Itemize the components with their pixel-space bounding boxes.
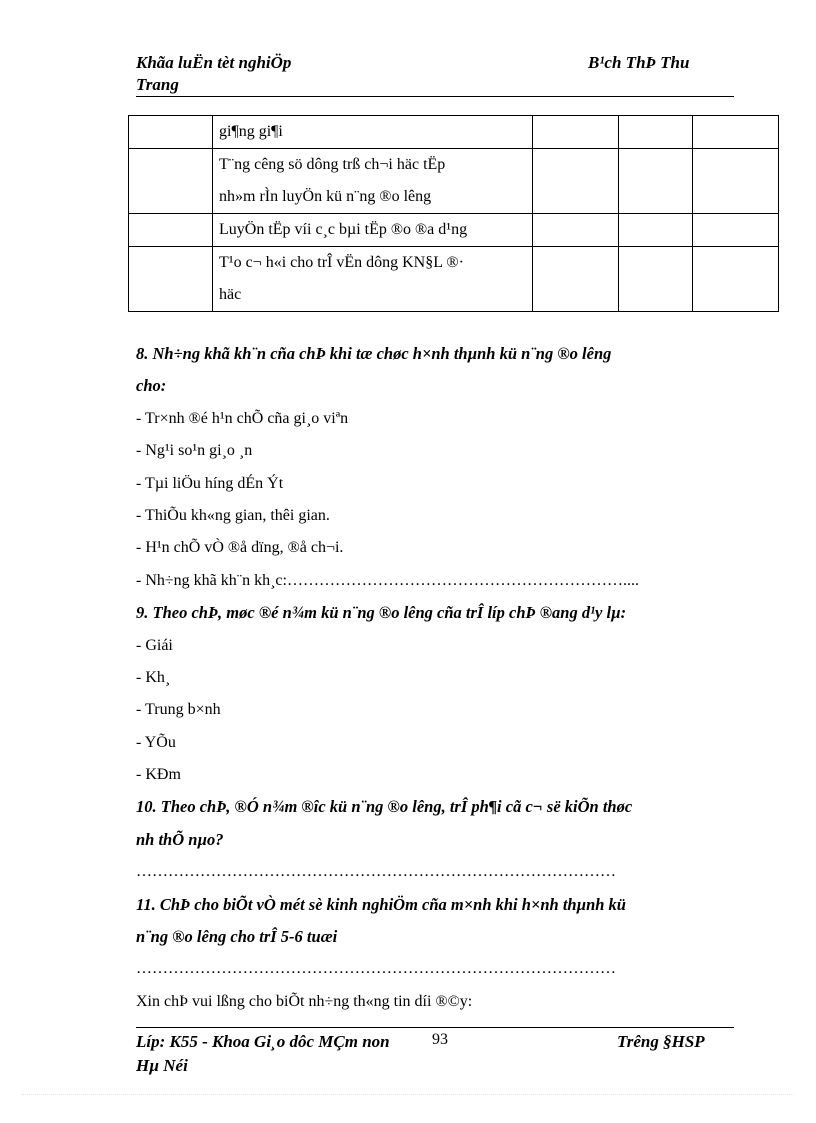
table-cell — [129, 247, 213, 312]
answer-dots: ……………………………………………………………………………… — [136, 863, 616, 881]
option-item: - Trung b×nh — [136, 701, 221, 719]
answer-dots: ……………………………………………………………………………… — [136, 960, 616, 978]
cell-line: LuyÖn tËp víi c¸c bµi tËp ®o ®a d¹ng — [219, 221, 468, 238]
option-item: - ThiÕu kh«ng gian, thêi gian. — [136, 506, 330, 524]
footer-city: Hµ Néi — [136, 1056, 188, 1075]
option-item: - H¹n chÕ vÒ ®å dïng, ®å ch¬i. — [136, 539, 344, 557]
page-number: 93 — [432, 1031, 448, 1048]
option-item: - Giái — [136, 636, 173, 654]
cell-line: nh»m rÌn luyÖn kü n¨ng ®o lêng — [219, 188, 432, 205]
survey-table — [128, 115, 779, 312]
table-cell — [619, 149, 693, 214]
table-cell — [533, 247, 619, 312]
table-row — [129, 149, 779, 214]
question-8-continued: cho: — [136, 376, 167, 396]
table-cell-text — [213, 247, 533, 312]
table-cell — [533, 214, 619, 247]
option-item: - Tµi liÖu híng dÉn Ýt — [136, 474, 284, 492]
table-cell-text — [213, 214, 533, 247]
table-cell — [693, 149, 779, 214]
table-cell — [619, 214, 693, 247]
table-row — [129, 116, 779, 149]
question-11-continued: n¨ng ®o lêng cho trÎ 5-6 tuæi — [136, 927, 338, 947]
table-cell — [619, 247, 693, 312]
table-cell — [129, 149, 213, 214]
cell-line: T¹o c¬ h«i cho trÎ vËn dông KN§L ®· — [219, 254, 464, 271]
table-cell — [533, 116, 619, 149]
page-edge-divider — [22, 1094, 794, 1095]
footer-rule — [136, 1027, 734, 1028]
table-cell — [129, 116, 213, 149]
option-item: - Nh÷ng khã kh¨n kh¸c:……………………………………………………….... — [136, 571, 639, 589]
page-header-left — [136, 52, 396, 96]
table-cell — [129, 214, 213, 247]
table-row — [129, 247, 779, 312]
table-cell — [693, 214, 779, 247]
question-9: 9. Theo chÞ, møc ®é n¾m kü n¨ng ®o lêng cña trÎ líp chÞ ®ang d¹y lµ: — [136, 603, 627, 623]
option-item: - Ng¹i so¹n gi¸o ¸n — [136, 442, 253, 460]
table-row — [129, 214, 779, 247]
footer-university: Trêng §HSP — [617, 1032, 705, 1051]
table-cell — [619, 116, 693, 149]
footer-class: Líp: K55 - Khoa Gi¸o dôc MÇm non — [136, 1032, 390, 1051]
question-10-continued: nh thÕ nµo? — [136, 829, 224, 849]
table-cell — [693, 116, 779, 149]
header-rule — [136, 96, 734, 97]
cell-line: T¨ng cêng sö dông trß ch¬i häc tËp — [219, 156, 446, 173]
option-item: - YÕu — [136, 733, 176, 751]
cell-line: häc — [219, 286, 242, 303]
table-cell — [693, 247, 779, 312]
question-11: 11. ChÞ cho biÕt vÒ mét sè kinh nghiÖm cña m×nh khi h×nh thµnh kü — [136, 894, 626, 914]
header-author: B¹ch ThÞ Thu — [588, 53, 690, 72]
header-title: Khãa luËn tèt nghiÖp — [136, 53, 292, 72]
table-cell — [533, 149, 619, 214]
questionnaire-body — [136, 338, 736, 1018]
page-footer-left — [136, 1030, 390, 1078]
option-item: - KÐm — [136, 766, 181, 784]
header-title-continued: Trang — [136, 75, 179, 94]
closing-line: Xin chÞ vui lßng cho biÕt nh÷ng th«ng tin díi ®©y: — [136, 992, 473, 1010]
option-item: - Kh¸ — [136, 668, 171, 686]
question-8: 8. Nh÷ng khã kh¨n cña chÞ khi tæ chøc h×nh thµnh kü n¨ng ®o lêng — [136, 344, 612, 363]
option-item: - Tr×nh ®é h¹n chÕ cña gi¸o viªn — [136, 409, 349, 427]
cell-line: gi¶ng gi¶i — [219, 123, 283, 140]
table-cell-text — [213, 116, 533, 149]
table-cell-text — [213, 149, 533, 214]
question-10: 10. Theo chÞ, ®Ó n¾m ®îc kü n¨ng ®o lêng, trÎ ph¶i cã c¬ së kiÕn thøc — [136, 797, 633, 817]
